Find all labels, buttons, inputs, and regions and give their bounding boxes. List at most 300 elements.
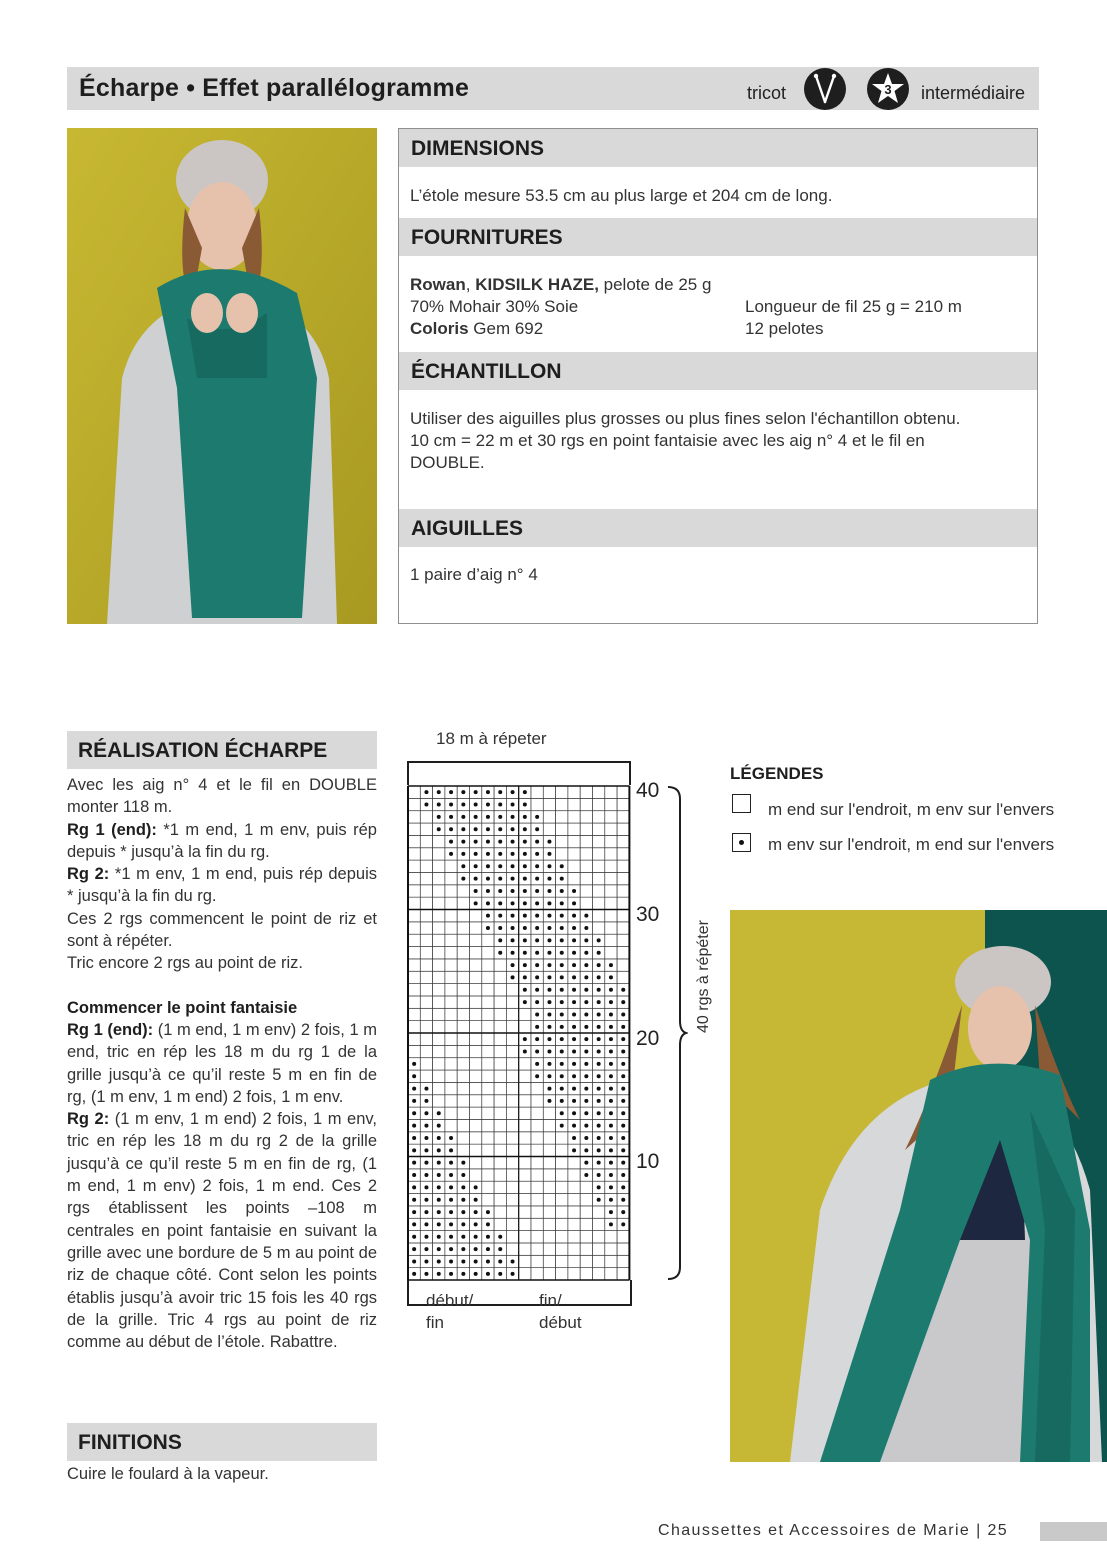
chart-cell — [617, 860, 629, 872]
purl-dot — [412, 1124, 416, 1128]
purl-dot — [572, 1000, 576, 1004]
purl-dot — [437, 1124, 441, 1128]
chart-cell — [543, 786, 555, 798]
purl-dot — [511, 827, 515, 831]
chart-cell — [457, 885, 469, 897]
knitting-needles-icon — [804, 68, 846, 110]
purl-dot — [560, 864, 564, 868]
chart-cell — [408, 885, 420, 897]
extra-rows-paragraph: Tric encore 2 rgs au point de riz. — [67, 954, 303, 973]
chart-cell — [408, 1008, 420, 1020]
yarn-separator: , — [465, 275, 476, 294]
purl-dot — [449, 1185, 453, 1189]
chart-cell — [420, 1008, 432, 1020]
chart-cell — [433, 971, 445, 983]
purl-dot — [424, 790, 428, 794]
chart-cell — [617, 1255, 629, 1267]
purl-dot — [584, 1087, 588, 1091]
purl-dot — [437, 790, 441, 794]
purl-dot — [584, 988, 588, 992]
purl-dot — [535, 840, 539, 844]
yarn-balls: 12 pelotes — [745, 319, 824, 338]
purl-dot — [461, 827, 465, 831]
purl-dot — [474, 827, 478, 831]
finitions-text: Cuire le foulard à la vapeur. — [67, 1465, 269, 1483]
chart-cell — [556, 835, 568, 847]
chart-cell — [506, 1243, 518, 1255]
chart-cell — [531, 1095, 543, 1107]
purl-dot — [621, 1062, 625, 1066]
purl-dot — [547, 889, 551, 893]
purl-dot — [412, 1111, 416, 1115]
chart-cell — [482, 1144, 494, 1156]
chart-cell — [433, 1058, 445, 1070]
chart-cell — [593, 1206, 605, 1218]
purl-dot — [474, 1198, 478, 1202]
dimensions-heading: DIMENSIONS — [411, 137, 545, 160]
purl-dot — [535, 1000, 539, 1004]
purl-dot — [547, 877, 551, 881]
purl-dot — [609, 988, 613, 992]
chart-cell — [568, 1255, 580, 1267]
purl-dot — [572, 951, 576, 955]
purl-dot — [498, 852, 502, 856]
purl-dot — [461, 1185, 465, 1189]
chart-cell — [408, 971, 420, 983]
purl-dot — [597, 1037, 601, 1041]
chart-cell — [617, 823, 629, 835]
purl-dot — [412, 1087, 416, 1091]
purl-dot — [486, 1272, 490, 1276]
level-number: 3 — [884, 82, 892, 97]
chart-cell — [580, 1243, 592, 1255]
purl-dot — [597, 1000, 601, 1004]
purl-dot — [621, 1185, 625, 1189]
purl-dot — [437, 1111, 441, 1115]
chart-cell — [494, 1144, 506, 1156]
chart-cell — [482, 1157, 494, 1169]
chart-cell — [543, 1231, 555, 1243]
purl-dot — [621, 1124, 625, 1128]
purl-dot — [584, 1074, 588, 1078]
purl-dot — [437, 1161, 441, 1165]
chart-cell — [482, 1082, 494, 1094]
chart-cell — [445, 1045, 457, 1057]
purl-dot — [621, 988, 625, 992]
purl-dot — [621, 1087, 625, 1091]
purl-dot — [412, 1259, 416, 1263]
purl-dot — [584, 1025, 588, 1029]
pattern-row-2-label: Rg 2: — [67, 1110, 110, 1129]
chart-cell — [580, 1194, 592, 1206]
chart-cell — [617, 1243, 629, 1255]
chart-start-label-line-1: début/ — [426, 1291, 474, 1310]
purl-dot — [584, 1000, 588, 1004]
purl-dot — [412, 1210, 416, 1214]
purl-dot — [523, 790, 527, 794]
legend-title: LÉGENDES — [730, 764, 824, 783]
purl-dot — [449, 1173, 453, 1177]
purl-dot — [449, 1136, 453, 1140]
purl-dot — [560, 1124, 564, 1128]
purl-dot — [412, 1099, 416, 1103]
purl-dot — [547, 840, 551, 844]
chart-cell — [420, 910, 432, 922]
purl-dot — [523, 840, 527, 844]
purl-dot — [547, 975, 551, 979]
chart-cell — [531, 1218, 543, 1230]
purl-dot — [535, 951, 539, 955]
purl-dot — [560, 1074, 564, 1078]
chart-cell — [506, 1082, 518, 1094]
purl-dot — [560, 1087, 564, 1091]
chart-cell — [617, 910, 629, 922]
chart-cell — [433, 996, 445, 1008]
chart-cell — [470, 1045, 482, 1057]
purl-dot — [486, 877, 490, 881]
chart-cell — [445, 1021, 457, 1033]
chart-cell — [605, 885, 617, 897]
purl-dot — [535, 864, 539, 868]
purl-dot — [511, 963, 515, 967]
purl-dot — [597, 938, 601, 942]
purl-dot — [572, 1111, 576, 1115]
chart-cell — [445, 934, 457, 946]
chart-cell — [568, 786, 580, 798]
purl-dot — [547, 963, 551, 967]
purl-dot — [621, 1000, 625, 1004]
purl-dot — [621, 1074, 625, 1078]
chart-cell — [420, 848, 432, 860]
purl-dot — [621, 1037, 625, 1041]
chart-cell — [408, 910, 420, 922]
row-2-text: *1 m env, 1 m end, puis rép depuis * jusqu’à la fin du rg. — [67, 865, 377, 906]
chart-top-box — [407, 761, 631, 785]
purl-dot — [461, 1173, 465, 1177]
purl-dot — [412, 1198, 416, 1202]
purl-dot — [474, 1222, 478, 1226]
purl-dot — [424, 1247, 428, 1251]
chart-cell — [457, 1107, 469, 1119]
chart-cell — [531, 1157, 543, 1169]
chart-cell — [580, 798, 592, 810]
legend-empty-square-icon — [732, 794, 751, 813]
purl-dot — [523, 988, 527, 992]
chart-cell — [543, 1119, 555, 1131]
chart-cell — [580, 885, 592, 897]
chart-cell — [617, 835, 629, 847]
chart-cell — [568, 1181, 580, 1193]
chart-cell — [445, 1058, 457, 1070]
purl-dot — [523, 914, 527, 918]
purl-dot — [449, 1259, 453, 1263]
purl-dot — [412, 1272, 416, 1276]
chart-cell — [580, 872, 592, 884]
purl-dot — [474, 815, 478, 819]
colour-label: Coloris — [410, 319, 469, 338]
chart-cell — [433, 922, 445, 934]
chart-cell — [420, 823, 432, 835]
chart-cell — [556, 1169, 568, 1181]
chart-cell — [556, 1157, 568, 1169]
chart-cell — [445, 1070, 457, 1082]
chart-cell — [556, 1206, 568, 1218]
purl-dot — [535, 1037, 539, 1041]
purl-dot — [597, 1185, 601, 1189]
purl-dot — [560, 877, 564, 881]
purl-dot — [547, 926, 551, 930]
knitting-chart — [407, 785, 633, 1281]
chart-cell — [433, 1008, 445, 1020]
pattern-row-2-text: (1 m env, 1 m end) 2 fois, 1 m env, tric en rép les 18 m du rg 2 de la grille jusqu’à ce qu’il reste 5 m en fin de rg, (1 m end, 1 m env) 2 fois, 1 m end. Ces 2 rgs établissent les points –108 m centrales en point fantaisie en suivant la grille avec une bordure de 5 m au point de riz de chaque côté. Cont selon les points établis jusqu’à avoir tric 15 fois les 40 rgs de la grille. Tric 4 rgs au point de riz comme au début de l’étole. Rabattre. — [67, 1110, 378, 1352]
purl-dot — [572, 914, 576, 918]
purl-dot — [572, 1124, 576, 1128]
chart-cell — [605, 811, 617, 823]
instructions-text — [67, 774, 377, 1353]
chart-cell — [556, 1132, 568, 1144]
title-bar — [67, 67, 1039, 110]
purl-dot — [461, 840, 465, 844]
purl-dot — [621, 1012, 625, 1016]
chart-cell — [605, 910, 617, 922]
purl-dot — [560, 914, 564, 918]
purl-dot — [461, 1198, 465, 1202]
chart-cell — [470, 1021, 482, 1033]
chart-cell — [420, 897, 432, 909]
finitions-heading-bar — [67, 1423, 377, 1461]
purl-dot — [437, 1247, 441, 1251]
purl-dot — [535, 988, 539, 992]
chart-cell — [580, 848, 592, 860]
purl-dot — [486, 1247, 490, 1251]
chart-cell — [482, 1045, 494, 1057]
fournitures-heading-bar — [399, 218, 1037, 256]
chart-cell — [568, 1268, 580, 1280]
purl-dot — [535, 815, 539, 819]
chart-cell — [420, 1058, 432, 1070]
purl-dot — [437, 1222, 441, 1226]
chart-cell — [506, 1033, 518, 1045]
purl-dot — [547, 1074, 551, 1078]
finitions-heading: FINITIONS — [78, 1431, 182, 1454]
chart-cell — [457, 984, 469, 996]
purl-dot — [437, 1235, 441, 1239]
chart-cell — [408, 1033, 420, 1045]
purl-dot — [498, 840, 502, 844]
purl-dot — [535, 877, 539, 881]
chart-cell — [482, 959, 494, 971]
chart-cell — [482, 1169, 494, 1181]
chart-cell — [457, 947, 469, 959]
purl-dot — [535, 889, 539, 893]
purl-dot — [449, 1198, 453, 1202]
chart-cell — [519, 1021, 531, 1033]
gauge-line-2: 10 cm = 22 m et 30 rgs en point fantaisie avec les aig n° 4 et le fil en — [410, 431, 925, 450]
chart-cell — [506, 1181, 518, 1193]
chart-cell — [470, 922, 482, 934]
chart-cell — [445, 1119, 457, 1131]
purl-dot — [424, 1111, 428, 1115]
purl-dot — [621, 1025, 625, 1029]
chart-cell — [531, 1082, 543, 1094]
chart-cell — [457, 1045, 469, 1057]
chart-cell — [494, 1070, 506, 1082]
purl-dot — [560, 1111, 564, 1115]
yarn-detail: pelote de 25 g — [598, 275, 712, 294]
purl-dot — [523, 926, 527, 930]
purl-dot — [560, 1062, 564, 1066]
purl-dot — [609, 1062, 613, 1066]
purl-dot — [597, 1074, 601, 1078]
purl-dot — [461, 852, 465, 856]
purl-dot — [424, 1087, 428, 1091]
chart-cell — [506, 1045, 518, 1057]
chart-cell — [519, 1268, 531, 1280]
purl-dot — [584, 1050, 588, 1054]
purl-dot — [547, 1050, 551, 1054]
purl-dot — [560, 889, 564, 893]
purl-dot — [511, 790, 515, 794]
chart-cell — [457, 1132, 469, 1144]
chart-cell — [519, 1194, 531, 1206]
chart-cell — [457, 934, 469, 946]
chart-cell — [519, 1095, 531, 1107]
chart-cell — [433, 897, 445, 909]
yarn-colour — [410, 318, 543, 340]
purl-dot — [511, 1272, 515, 1276]
purl-dot — [498, 877, 502, 881]
purl-dot — [412, 1222, 416, 1226]
purl-dot — [621, 1050, 625, 1054]
chart-cell — [433, 1045, 445, 1057]
yarn-line — [410, 274, 711, 296]
purl-dot — [584, 1099, 588, 1103]
chart-cell — [605, 835, 617, 847]
chart-cell — [457, 1033, 469, 1045]
pattern-row-1-text: (1 m end, 1 m env) 2 fois, 1 m end, tric en rép les 18 m du rg 1 de la grille jusqu’à ce qu’il reste 5 m en fin de rg, (1 m env, 1 m end) 2 fois, 1 m env. — [67, 1020, 377, 1106]
chart-cell — [420, 996, 432, 1008]
chart-cell — [531, 1255, 543, 1267]
chart-cell — [457, 996, 469, 1008]
echantillon-heading-bar — [399, 352, 1037, 390]
purl-dot — [498, 889, 502, 893]
chart-cell — [408, 860, 420, 872]
chart-cell — [593, 1243, 605, 1255]
chart-cell — [506, 1058, 518, 1070]
chart-repeat-label: 18 m à répeter — [436, 729, 547, 748]
purl-dot — [511, 803, 515, 807]
fournitures-heading: FOURNITURES — [411, 226, 563, 249]
purl-dot — [412, 1074, 416, 1078]
purl-dot — [572, 1050, 576, 1054]
purl-dot — [547, 852, 551, 856]
purl-dot — [547, 1025, 551, 1029]
purl-dot — [572, 963, 576, 967]
purl-dot — [597, 988, 601, 992]
chart-cell — [605, 934, 617, 946]
purl-dot — [461, 1161, 465, 1165]
chart-cell — [470, 934, 482, 946]
chart-cell — [445, 959, 457, 971]
chart-cell — [531, 1268, 543, 1280]
cast-on-paragraph: Avec les aig n° 4 et le fil en DOUBLE monter 118 m. — [67, 776, 377, 817]
craft-label: tricot — [747, 83, 787, 103]
chart-cell — [506, 1021, 518, 1033]
purl-dot — [486, 864, 490, 868]
chart-cell — [580, 1231, 592, 1243]
chart-cell — [506, 1169, 518, 1181]
chart-cell — [531, 1194, 543, 1206]
chart-cell — [457, 922, 469, 934]
purl-dot — [461, 1247, 465, 1251]
chart-cell — [556, 1218, 568, 1230]
chart-cell — [470, 1095, 482, 1107]
purl-dot — [424, 803, 428, 807]
chart-cell — [556, 811, 568, 823]
purl-dot — [511, 975, 515, 979]
purl-dot — [572, 988, 576, 992]
chart-cell — [605, 848, 617, 860]
purl-dot — [547, 1000, 551, 1004]
chart-cell — [605, 786, 617, 798]
chart-cell — [470, 1107, 482, 1119]
realisation-heading-bar — [67, 731, 377, 769]
purl-dot — [474, 1259, 478, 1263]
chart-cell — [519, 1181, 531, 1193]
purl-dot — [621, 1173, 625, 1177]
purl-dot — [535, 1062, 539, 1066]
chart-cell — [617, 798, 629, 810]
purl-dot — [560, 951, 564, 955]
purl-dot — [461, 790, 465, 794]
chart-cell — [457, 897, 469, 909]
chart-cell — [470, 1033, 482, 1045]
purl-dot — [547, 938, 551, 942]
purl-dot — [621, 1210, 625, 1214]
yarn-brand: Rowan — [410, 275, 466, 294]
purl-dot — [609, 1000, 613, 1004]
chart-cell — [580, 835, 592, 847]
chart-cell — [519, 1082, 531, 1094]
purl-dot — [449, 1222, 453, 1226]
chart-cell — [470, 1082, 482, 1094]
chart-cell — [580, 1206, 592, 1218]
model-photo-bottom — [730, 910, 1107, 1462]
purl-dot — [511, 938, 515, 942]
purl-dot — [523, 1050, 527, 1054]
chart-cell — [617, 1231, 629, 1243]
chart-cell — [445, 860, 457, 872]
chart-cell — [543, 798, 555, 810]
purl-dot — [584, 1124, 588, 1128]
chart-cell — [470, 984, 482, 996]
chart-cell — [494, 1206, 506, 1218]
chart-cell — [482, 934, 494, 946]
chart-cell — [494, 1082, 506, 1094]
chart-cell — [556, 1255, 568, 1267]
purl-dot — [609, 1037, 613, 1041]
chart-cell — [506, 996, 518, 1008]
purl-dot — [511, 901, 515, 905]
purl-dot — [535, 975, 539, 979]
purl-dot — [597, 975, 601, 979]
purl-dot — [486, 1210, 490, 1214]
chart-cell — [494, 1132, 506, 1144]
chart-cell — [494, 1194, 506, 1206]
purl-dot — [474, 889, 478, 893]
purl-dot — [486, 1259, 490, 1263]
purl-dot — [498, 926, 502, 930]
